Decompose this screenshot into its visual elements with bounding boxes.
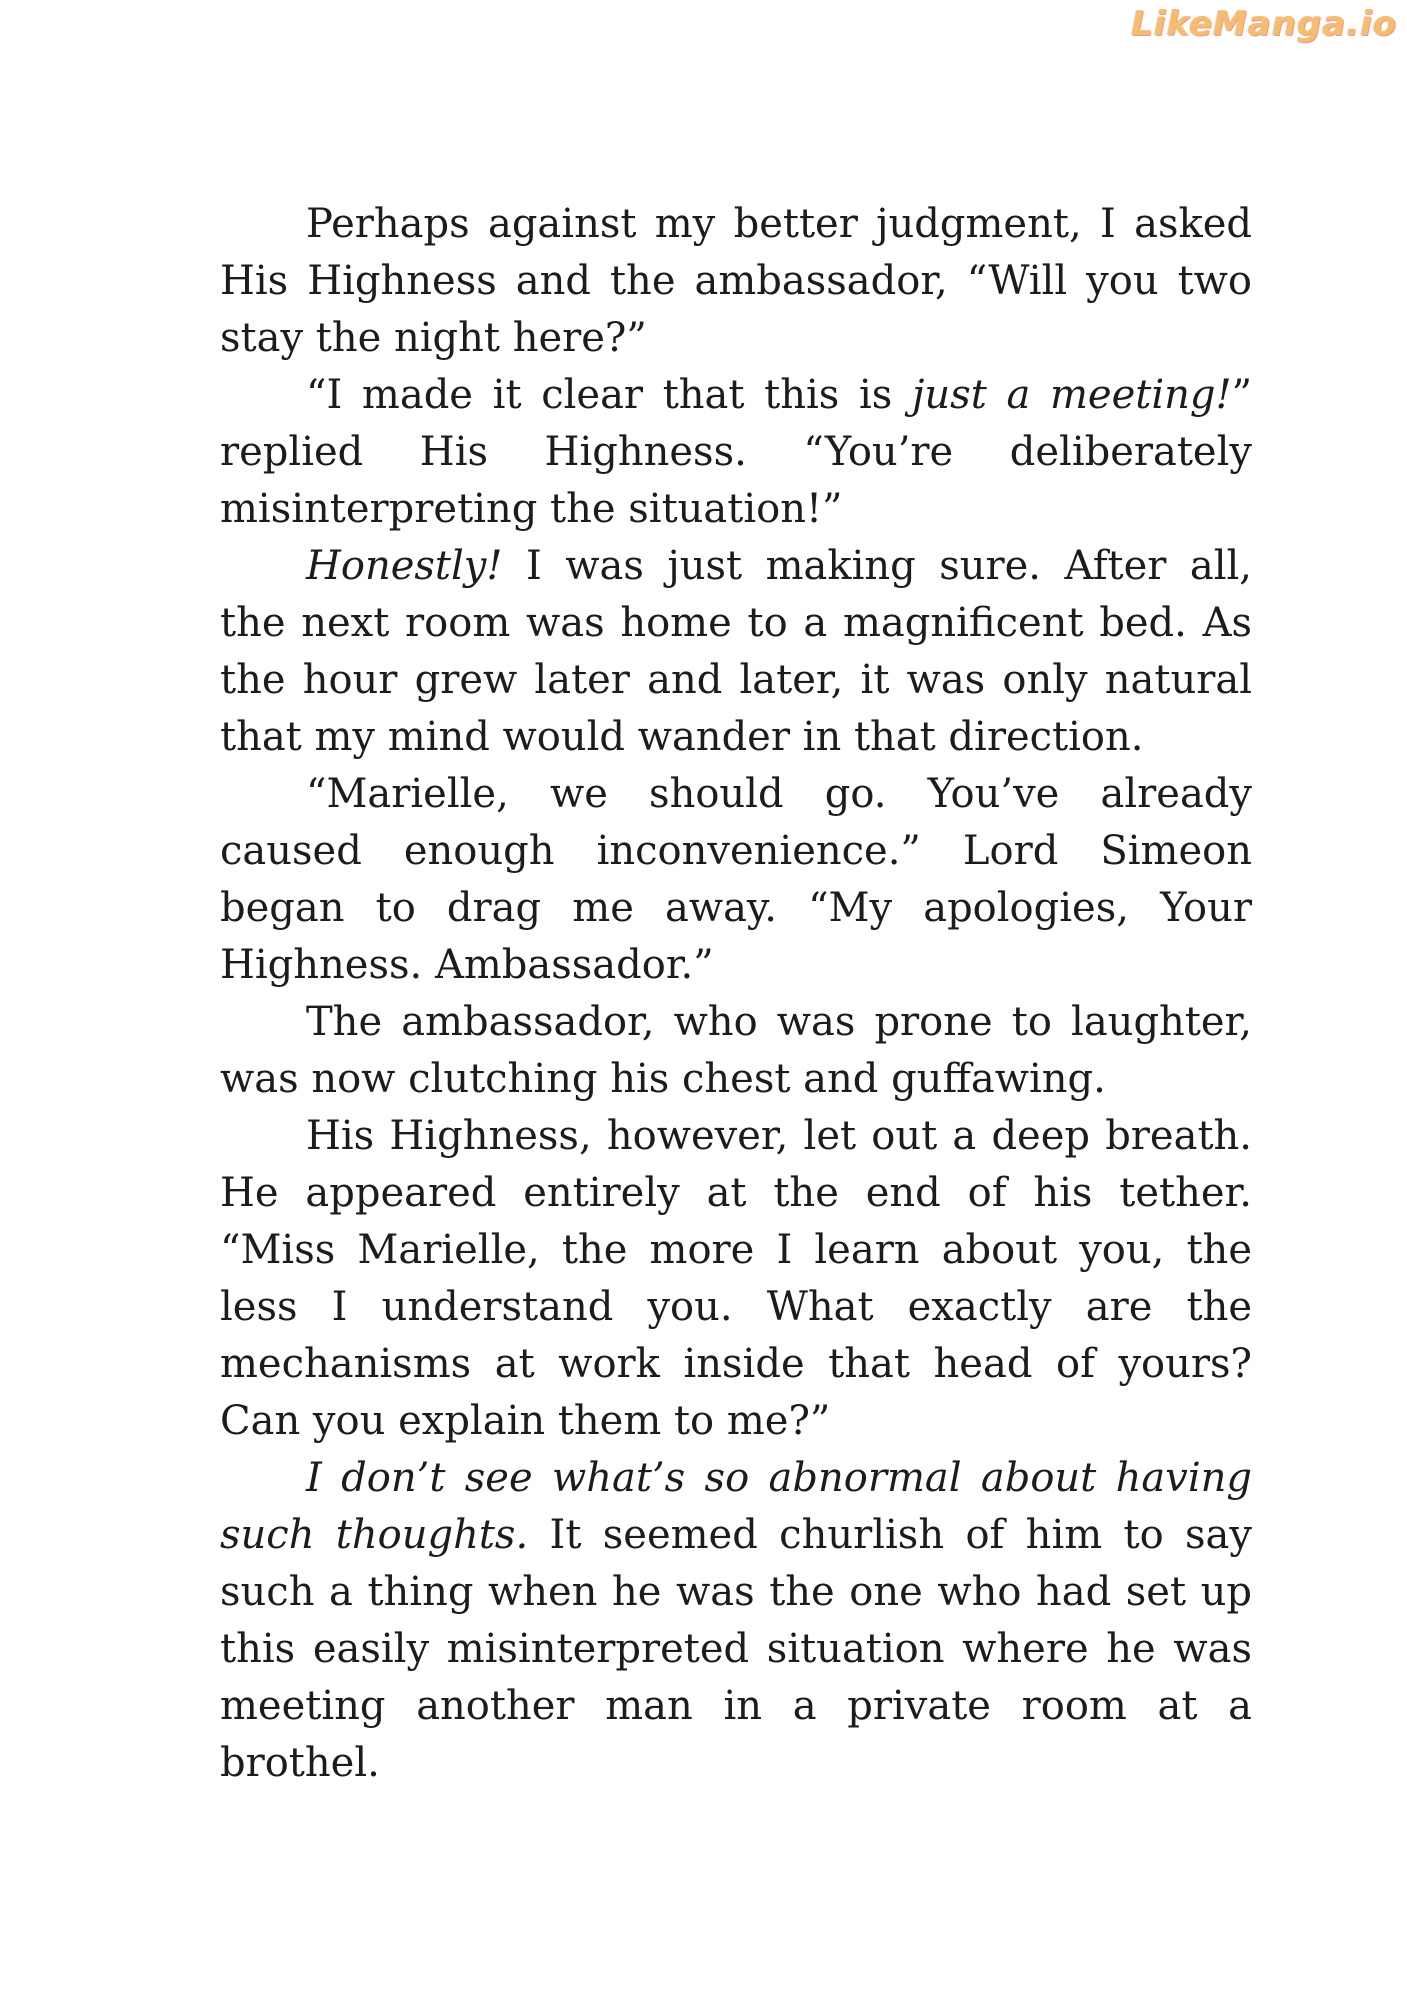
paragraph [220,994,1252,1108]
text-run: “Marielle, we should go. You’ve already caused enough inconvenience.” Lord Simeon began to drag me away. “My apologies, Your Highness. Ambassador.” [220,771,1252,988]
paragraph [220,1108,1252,1450]
text-run: It seemed churlish of him to say such a thing when he was the one who had set up this easily misinterpreted situation where he was meeting another man in a private room at a brothel. [220,1512,1252,1786]
italic-text-run: just a meeting! [912,372,1232,418]
text-run: “I made it clear that this is [306,372,912,418]
paragraph [220,538,1252,766]
paragraph [220,367,1252,538]
paragraph [220,196,1252,367]
italic-text-run: Honestly! [306,543,503,589]
paragraph [220,1450,1252,1792]
italic-text-run: I don’t see what’s so abnormal about having such thoughts. [220,1455,1252,1558]
text-run: His Highness, however, let out a deep breath. He appeared entirely at the end of his tether. “Miss Marielle, the more I learn about you, the less I understand you. What exactly are the mechanisms at work inside that head of yours? Can you explain them to me?” [220,1113,1252,1444]
text-run: The ambassador, who was prone to laughter, was now clutching his chest and guffawing. [220,999,1252,1102]
paragraph [220,766,1252,994]
page-text [220,196,1252,1792]
text-run: I was just making sure. After all, the next room was home to a magnificent bed. As the hour grew later and later, it was only natural that my mind would wander in that direction. [220,543,1252,760]
text-run: ” replied His Highness. “You’re deliberately misinterpreting the situation!” [220,372,1253,532]
site-watermark: LikeManga.io [1131,4,1397,44]
text-run: Perhaps against my better judgment, I asked His Highness and the ambassador, “Will you two stay the night here?” [220,201,1252,361]
